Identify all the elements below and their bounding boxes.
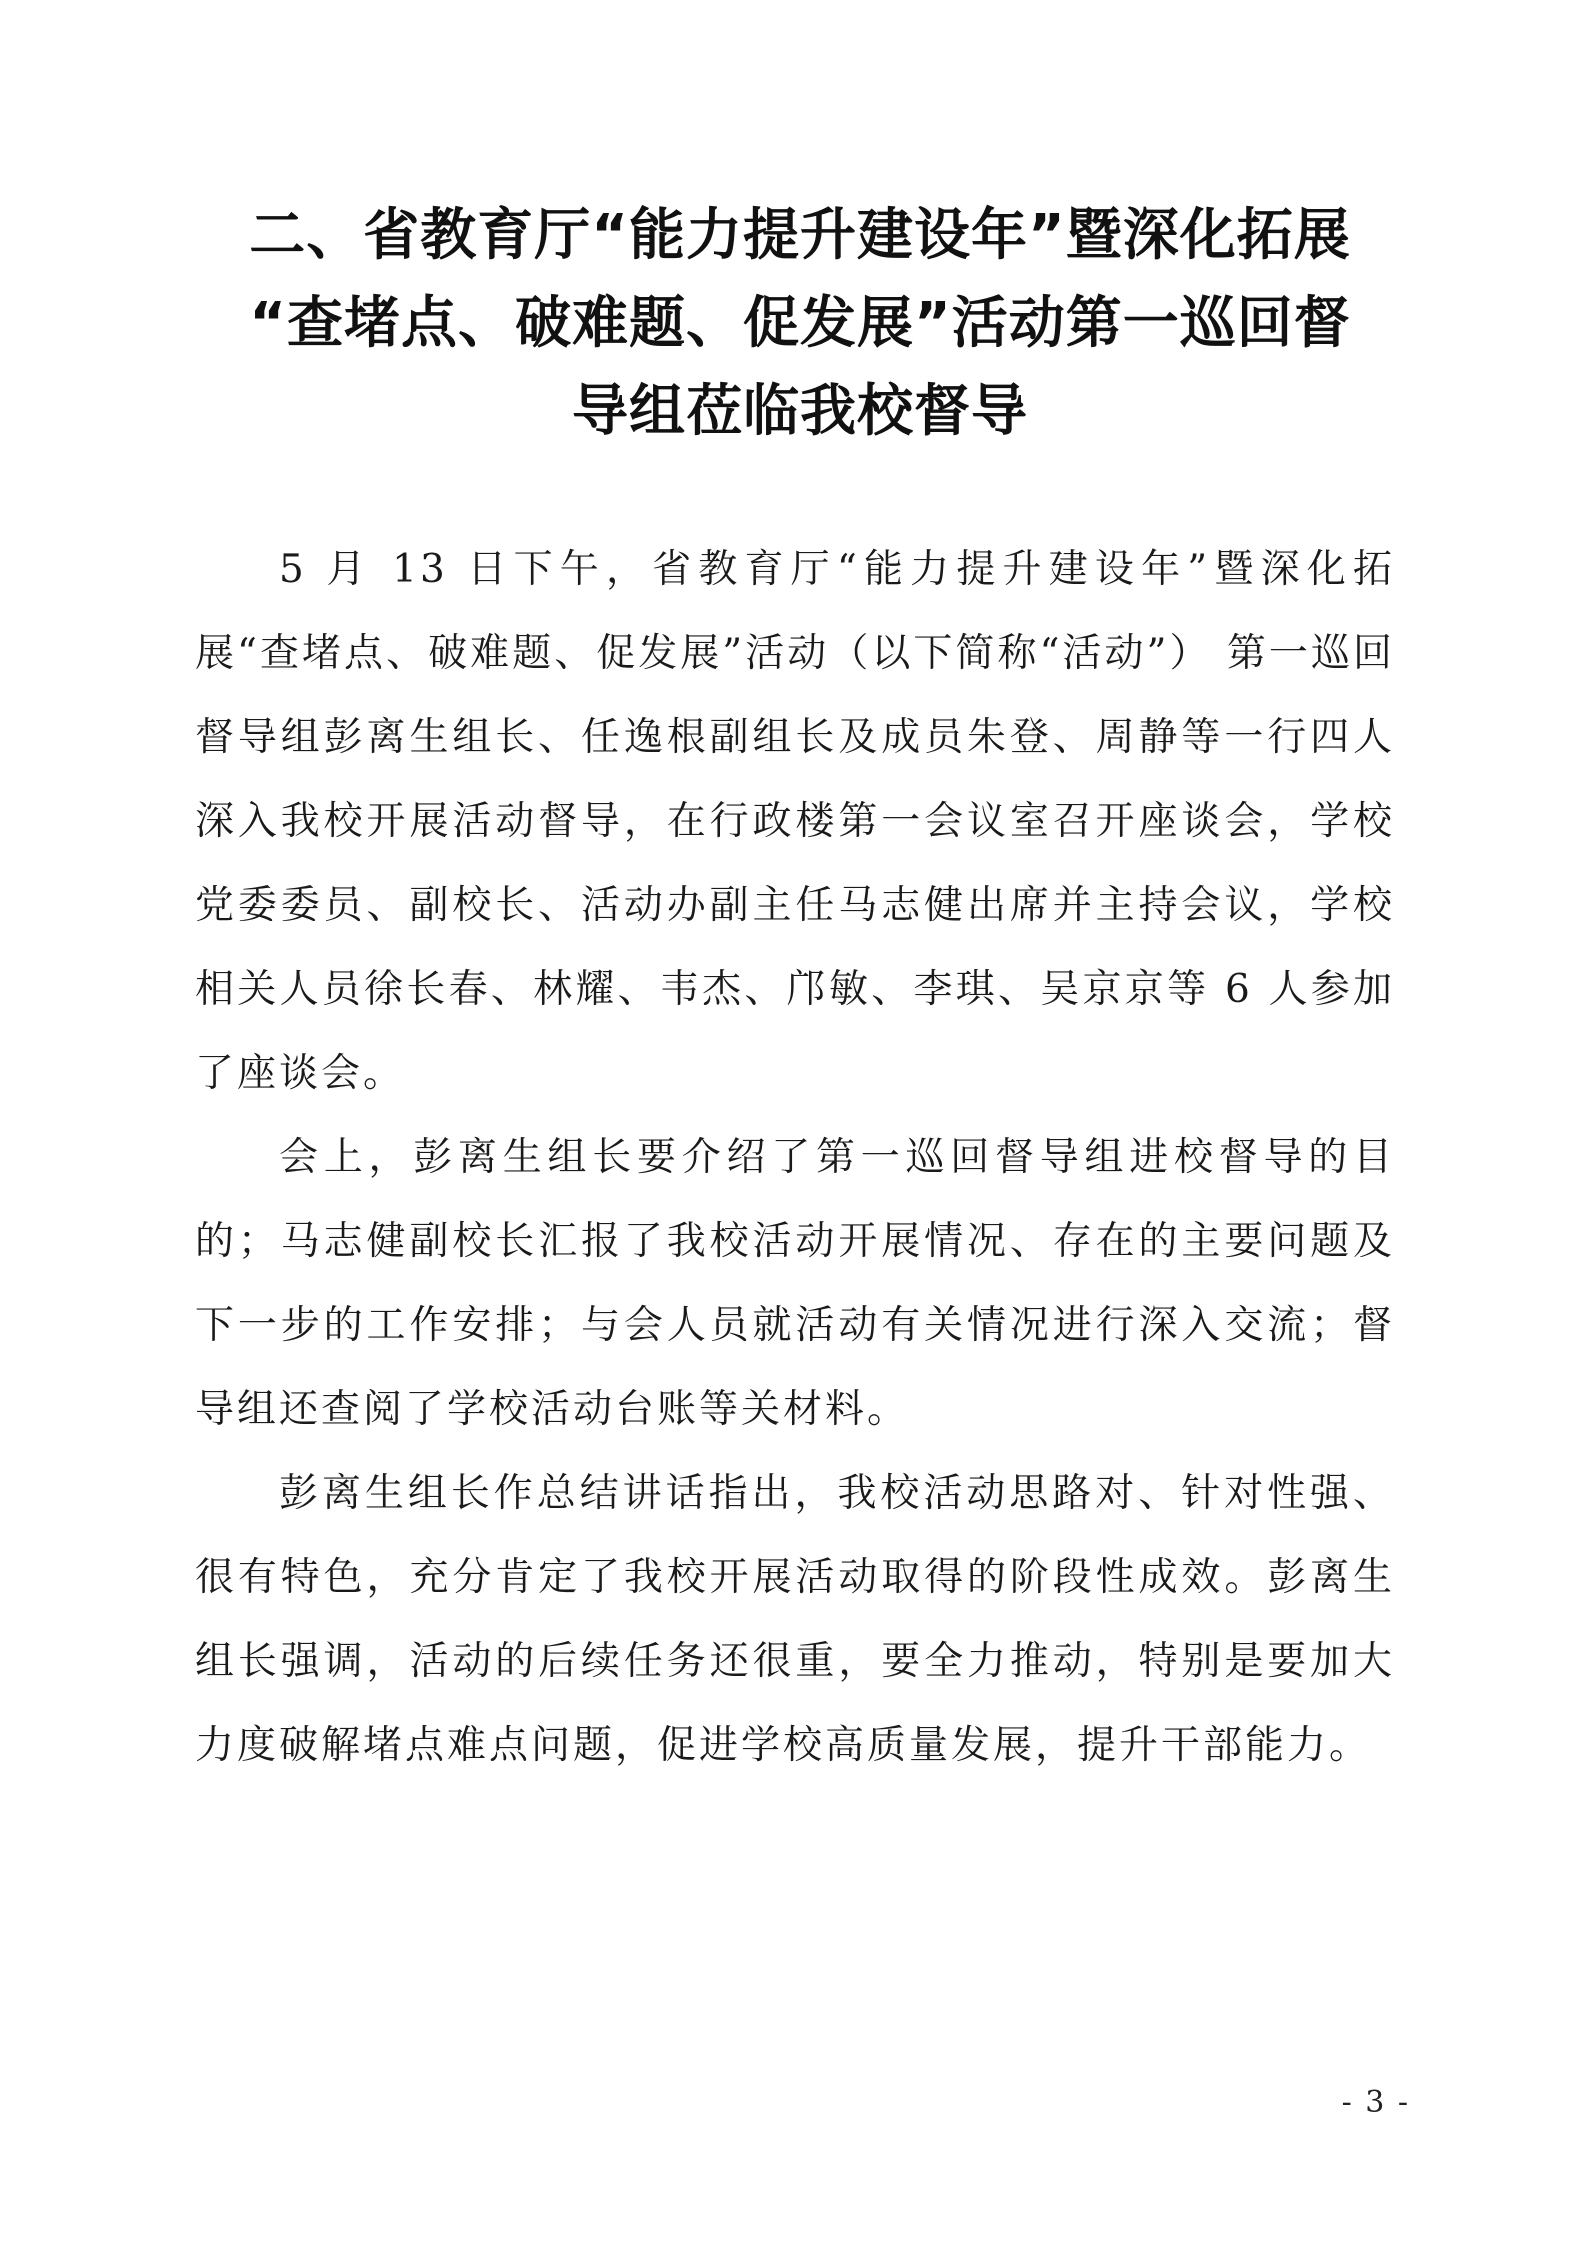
- document-title: [190, 192, 1410, 456]
- page-number: - 3 -: [1341, 2085, 1410, 2120]
- title-line-1: 二、省教育厅“能力提升建设年”暨深化拓展: [249, 203, 1351, 268]
- title-line-3: 导组莅临我校督导: [572, 379, 1028, 444]
- paragraph-2: 会上，彭离生组长要介绍了第一巡回督导组进校督导的目的；马志健副校长汇报了我校活动开展情况、存在的主要问题及下一步的工作安排；与会人员就活动有关情况进行深入交流；督导组还查阅了学校活动台账等关材料。: [195, 1135, 1395, 1432]
- title-line-2: “查堵点、破难题、促发展”活动第一巡回督: [249, 291, 1351, 356]
- paragraph-3: 彭离生组长作总结讲话指出，我校活动思路对、针对性强、很有特色，充分肯定了我校开展活动取得的阶段性成效。彭离生组长强调，活动的后续任务还很重，要全力推动，特别是要加大力度破解堵点难点问题，促进学校高质量发展，提升干部能力。: [195, 1471, 1395, 1768]
- paragraph-1: 5 月 13 日下午，省教育厅“能力提升建设年”暨深化拓展“查堵点、破难题、促发展”活动（以下简称“活动”） 第一巡回督导组彭离生组长、任逸根副组长及成员朱登、周静等一行四人深入我校开展活动督导，在行政楼第一会议室召开座谈会，学校党委委员、副校长、活动办副主任马志健出席并主持会议，学校相关人员徐长春、林耀、韦杰、邝敏、李琪、吴京京等 6 人参加了座谈会。: [195, 547, 1395, 1096]
- document-body: [195, 528, 1395, 1788]
